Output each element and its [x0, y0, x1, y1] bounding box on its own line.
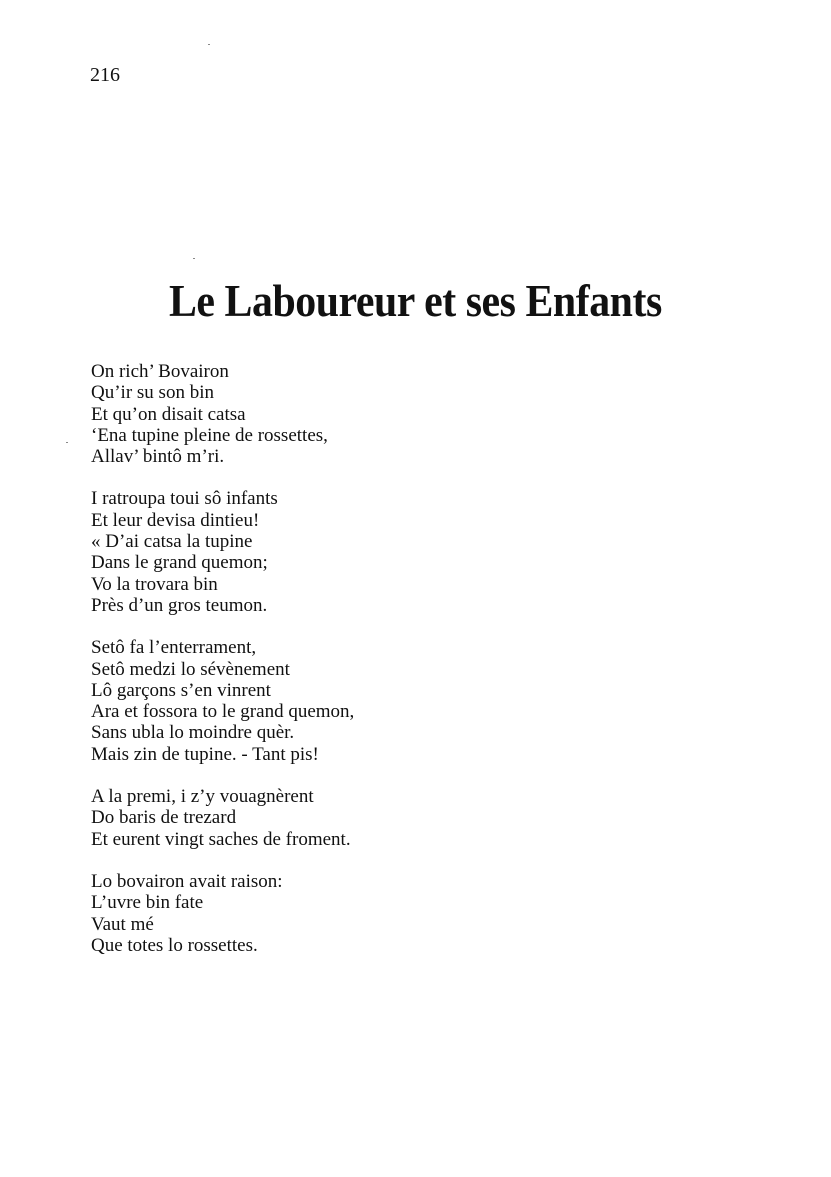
poem-line: Lo bovairon avait raison:	[91, 870, 283, 892]
poem-line: Qu’ir su son bin	[91, 382, 214, 404]
poem-line: I ratroupa toui sô infants	[91, 488, 278, 510]
stanza-5	[91, 871, 691, 956]
poem-line: Do baris de trezard	[91, 807, 237, 829]
poem-line: Et qu’on disait catsa	[91, 403, 246, 425]
poem	[91, 361, 691, 977]
poem-line: A la premi, i z’y vouagnèrent	[91, 786, 314, 808]
poem-line: Ara et fossora to le grand quemon,	[91, 701, 355, 723]
poem-line: Vo la trovara bin	[91, 573, 218, 595]
page-number: 216	[90, 64, 120, 86]
stanza-2	[91, 488, 691, 616]
poem-line: Et eurent vingt saches de froment.	[91, 828, 351, 850]
speck-mark	[208, 44, 210, 45]
poem-line: Setô fa l’enterrament,	[91, 637, 257, 659]
poem-line: Allav’ bintô m’ri.	[91, 446, 225, 468]
poem-line: Mais zin de tupine. - Tant pis!	[91, 743, 319, 765]
poem-line: L’uvre bin fate	[91, 892, 204, 914]
poem-line: « D’ai catsa la tupine	[91, 531, 253, 553]
poem-line: Lô garçons s’en vinrent	[91, 679, 271, 701]
poem-line: Près d’un gros teumon.	[91, 594, 268, 616]
poem-line: Setô medzi lo sévènement	[91, 658, 290, 680]
stanza-4	[91, 786, 691, 850]
poem-line: Dans le grand quemon;	[91, 552, 268, 574]
speck-mark	[66, 442, 68, 443]
poem-line: Sans ubla lo moindre quèr.	[91, 722, 295, 744]
poem-line: On rich’ Bovairon	[91, 361, 229, 382]
poem-line: Que totes lo rossettes.	[91, 934, 258, 956]
stanza-1	[91, 361, 691, 467]
poem-line: ‘Ena tupine pleine de rossettes,	[91, 424, 328, 446]
stanza-3	[91, 637, 691, 765]
poem-line: Et leur devisa dintieu!	[91, 509, 260, 531]
poem-line: Vaut mé	[91, 913, 154, 935]
speck-mark	[193, 258, 195, 259]
page-title: Le Laboureur et ses Enfants	[168, 276, 662, 326]
